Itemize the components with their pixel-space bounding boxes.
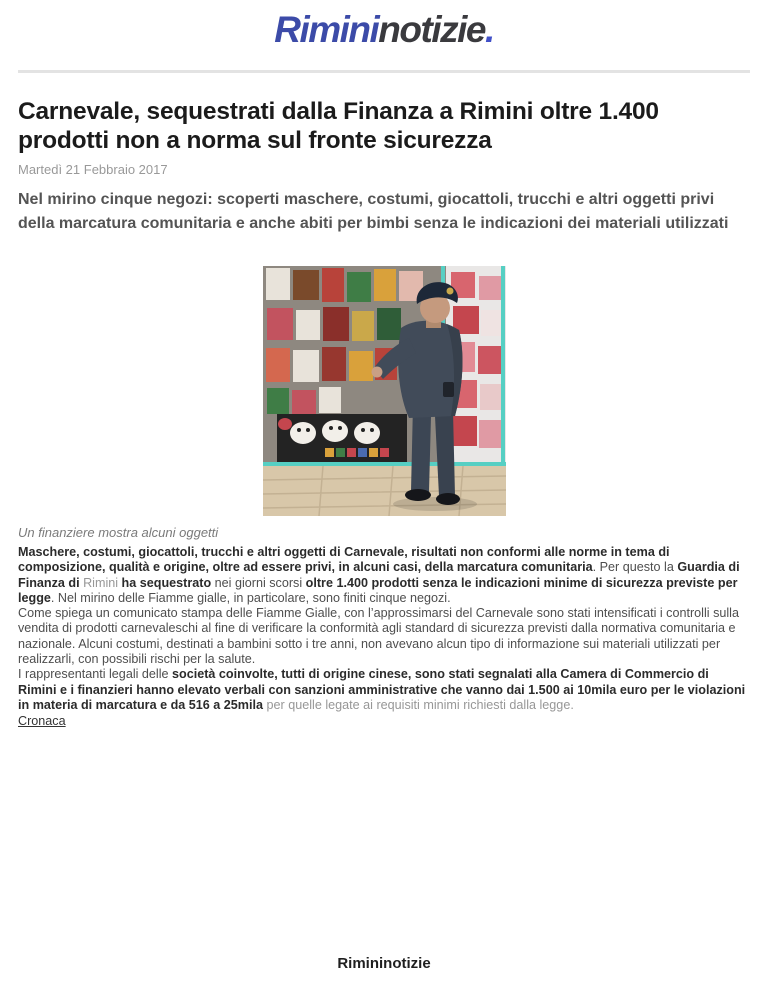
text-segment: società coinvolte, tutti di origine cinese, sono stati segnalati alla Camera di Commercio di Rimini e i finanzieri hanno elevato verbali con sanzioni amministrative che vanno dai 1.500 ai 10mila euro per le violazioni in materia di marcatura e da 516 a 25mila (18, 667, 746, 712)
text-segment: I rappresentanti legali delle (18, 667, 173, 682)
text-segment: Maschere, costumi, giocattoli, trucchi e altri oggetti di Carnevale, risultati non conformi alle norme in tema di composizione, qualità e origine, oltre ad essere privi, in alcuni casi, della marcatura comunitaria (18, 545, 670, 575)
article-paragraph (18, 606, 750, 667)
text-segment: Come spiega un comunicato stampa delle Fiamme Gialle, con l’approssimarsi del Carnevale sono stati intensificati i controlli sulla vendita di prodotti carnevaleschi al fine di verificare la conformità agli standard di sicurezza previsti dalla normativa comunitaria e nazionale. Alcuni costumi, destinati a bambini sotto i tre anni, non avevano alcun tipo di informazione sui materiali utilizzati per realizzarli, con possibili rischi per la salute. (18, 606, 739, 667)
photo-caption: Un finanziere mostra alcuni oggetti (18, 525, 219, 540)
article-date: Martedì 21 Febbraio 2017 (18, 162, 168, 177)
text-segment: Guardia di Finanza di (18, 560, 740, 590)
text-segment: . Per questo la (592, 560, 678, 575)
page-title: Carnevale, sequestrati dalla Finanza a Rimini oltre 1.400 prodotti non a norma sul fronte sicurezza (18, 98, 659, 154)
masthead (0, 0, 768, 60)
site-logo[interactable] (274, 8, 494, 52)
logo-part-notizie: notizie (378, 9, 485, 50)
article-body (18, 545, 750, 730)
text-segment: . Nel mirino delle Fiamme gialle, in particolare, sono finiti cinque negozi. (50, 590, 451, 605)
logo-dot: . (484, 9, 494, 50)
text-segment: ha sequestrato (118, 575, 215, 590)
article-lede: Nel mirino cinque negozi: scoperti maschere, costumi, giocattoli, trucchi e altri oggetti privi della marcatura comunitaria e anche abiti per bimbi senza le indicazioni dei materiali utilizzati (18, 191, 729, 232)
text-segment: oltre 1.400 prodotti senza le indicazioni minime di sicurezza previste per legge (18, 575, 738, 605)
text-segment: nei giorni scorsi (214, 575, 306, 590)
text-segment: Rimini (83, 575, 119, 590)
article-photo-illustration (263, 266, 506, 516)
article-photo (263, 266, 506, 516)
header-divider (18, 70, 750, 73)
logo-part-rimini: Rimini (274, 9, 379, 50)
category-link-cronaca[interactable]: Cronaca (18, 714, 66, 729)
article-paragraph (18, 545, 750, 606)
footer-brand: Rimininotizie (337, 955, 431, 972)
text-segment: per quelle legate ai requisiti minimi richiesti dalla legge. (263, 697, 574, 712)
article-paragraph (18, 667, 750, 713)
